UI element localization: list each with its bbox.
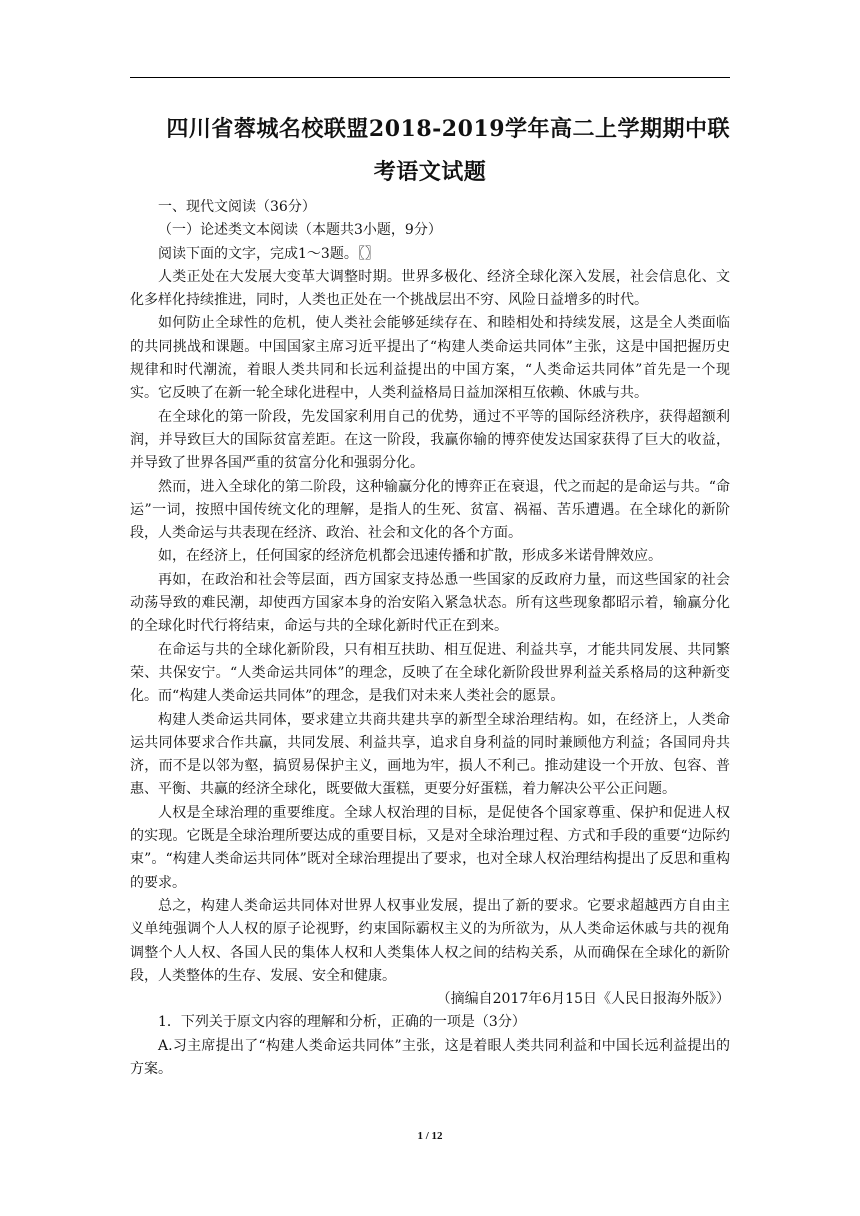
reading-instruction: 阅读下面的文字，完成1～3题。〖〗 — [158, 245, 379, 262]
paragraph: 在全球化的第一阶段，先发国家利用自己的优势，通过不平等的国际经济秩序，获得超额利润，并导致巨大的国际贫富差距。在这一阶段，我赢你输的博弈使发达国家获得了巨大的收益，并导致了世界各国严重的贫富分化和强弱分化。 — [130, 408, 730, 472]
document-title-line-1: 四川省蓉城名校联盟2018-2019学年高二上学期期中联 — [166, 116, 730, 142]
paragraph: 如何防止全球性的危机，使人类社会能够延续存在、和睦相处和持续发展，这是全人类面临的共同挑战和课题。中国国家主席习近平提出了“构建人类命运共同体”主张，这是中国把握历史规律和时代潮流，着眼人类共同和长远利益提出的中国方案，“人类命运共同体”首先是一个现实。它反映了在新一轮全球化进程中，人类利益格局日益加深相互依赖、休戚与共。 — [130, 315, 730, 402]
paragraph: 人权是全球治理的重要维度。全球人权治理的目标，是促使各个国家尊重、保护和促进人权的实现。它既是全球治理所要达成的重要目标，又是对全球治理过程、方式和手段的重要“边际约束”。“构建人类命运共同体”既对全球治理提出了要求，也对全球人权治理结构提出了反思和重构的要求。 — [130, 804, 730, 891]
source-citation: （摘编自2017年6月15日《人民日报海外版》） — [436, 991, 730, 1008]
document-body — [130, 196, 730, 1081]
page-number: 1 / 12 — [417, 1130, 443, 1142]
header-rule — [130, 77, 730, 78]
paragraph: 在命运与共的全球化新阶段，只有相互扶助、相互促进、利益共享，才能共同发展、共同繁荣、共保安宁。“人类命运共同体”的理念，反映了在全球化新阶段世界利益关系格局的这种新变化。而“构建人类命运共同体”的理念，是我们对未来人类社会的愿景。 — [130, 641, 730, 705]
section-subheading: （一）论述类文本阅读（本题共3小题，9分） — [158, 222, 442, 239]
document-title-line-2: 考语文试题 — [373, 159, 487, 185]
paragraph: 构建人类命运共同体，要求建立共商共建共享的新型全球治理结构。如，在经济上，人类命运共同体要求合作共赢，共同发展、利益共享，追求自身利益的同时兼顾他方利益；各国同舟共济，而不是以邻为壑，搞贸易保护主义，画地为牢，损人不利己。推动建设一个开放、包容、普惠、平衡、共赢的经济全球化，既要做大蛋糕，更要分好蛋糕，着力解决公平公正问题。 — [130, 711, 730, 798]
paragraph: 如，在经济上，任何国家的经济危机都会迅速传播和扩散，形成多米诺骨牌效应。 — [158, 548, 662, 565]
paragraph: 然而，进入全球化的第二阶段，这种输赢分化的博弈正在衰退，代之而起的是命运与共。“命运”一词，按照中国传统文化的理解，是指人的生死、贫富、祸福、苦乐遭遇。在全球化的新阶段，人类命运与共表现在经济、政治、社会和文化的各个方面。 — [130, 478, 730, 542]
paragraph: 总之，构建人类命运共同体对世界人权事业发展，提出了新的要求。它要求超越西方自由主义单纯强调个人人权的原子论视野，约束国际霸权主义的为所欲为，从人类命运休戚与共的视角调整个人人权、各国人民的集体人权和人类集体人权之间的结构关系，从而确保在全球化的新阶段，人类整体的生存、发展、安全和健康。 — [130, 897, 730, 984]
paragraph: 人类正处在大发展大变革大调整时期。世界多极化、经济全球化深入发展，社会信息化、文化多样化持续推进，同时，人类也正处在一个挑战层出不穷、风险日益增多的时代。 — [130, 268, 730, 309]
question-option-a: A.习主席提出了“构建人类命运共同体”主张，这是着眼人类共同利益和中国长远利益提出的方案。 — [130, 1037, 730, 1077]
section-heading: 一、现代文阅读（36分） — [158, 199, 316, 215]
paragraph: 再如，在政治和社会等层面，西方国家支持怂恿一些国家的反政府力量，而这些国家的社会动荡导致的难民潮，却使西方国家本身的治安陷入紧急状态。所有这些现象都昭示着，输赢分化的全球化时代行将结束，命运与共的全球化新时代正在到来。 — [130, 571, 730, 635]
question-stem: 1．下列关于原文内容的理解和分析，正确的一项是（3分） — [158, 1014, 526, 1031]
